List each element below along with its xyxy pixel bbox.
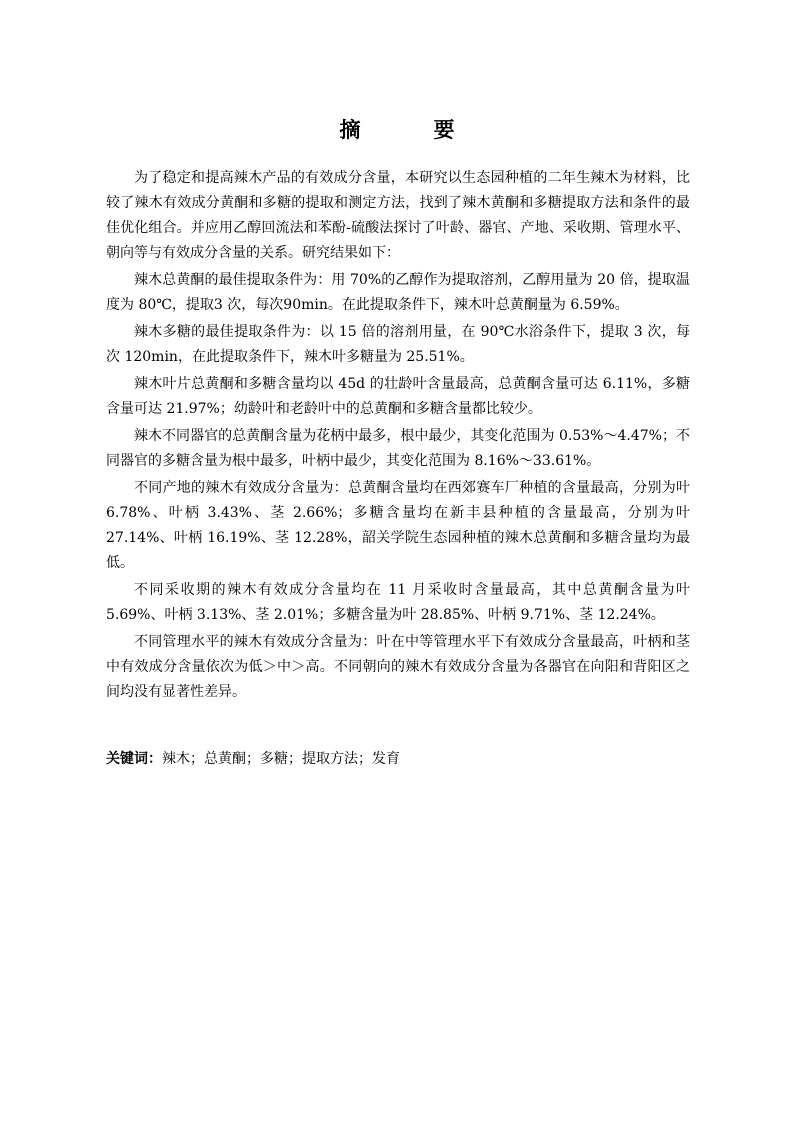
paragraph-harvest-period: 不同采收期的辣木有效成分含量均在 11 月采收时含量最高，其中总黄酮含量为叶 5.69%、叶柄 3.13%、茎 2.01%；多糖含量为叶 28.85%、叶柄 9.71%、茎 12.24%。 [106,582,690,623]
abstract-body [106,166,690,707]
paragraph-flavonoid-extraction: 辣木总黄酮的最佳提取条件为：用 70%的乙醇作为提取溶剂，乙醇用量为 20 倍，提取温度为 80℃，提取3 次，每次90min。在此提取条件下，辣木叶总黄酮量为 6.59%。 [106,272,690,313]
keywords-label: 关键词： [106,751,162,767]
keywords-line [106,748,690,770]
abstract-title: 摘 要 [339,118,481,142]
paragraph-polysaccharide-extraction: 辣木多糖的最佳提取条件为：以 15 倍的溶剂用量，在 90℃水浴条件下，提取 3 次，每次 120min，在此提取条件下，辣木叶多糖量为 25.51%。 [106,324,690,365]
paragraph-organs: 辣木不同器官的总黄酮含量为花柄中最多，根中最少，其变化范围为 0.53%～4.47%；不同器官的多糖含量为根中最多，叶柄中最少，其变化范围为 8.16%～33.61%。 [106,428,690,469]
paragraph-intro: 为了稳定和提高辣木产品的有效成分含量，本研究以生态园种植的二年生辣木为材料，比较了辣木有效成分黄酮和多糖的提取和测定方法，找到了辣木黄酮和多糖提取方法和条件的最佳优化组合。并应用乙醇回流法和苯酚-硫酸法探讨了叶龄、器官、产地、采收期、管理水平、朝向等与有效成分含量的关系。研究结果如下： [106,170,690,261]
paragraph-origin: 不同产地的辣木有效成分含量为：总黄酮含量均在西郊赛车厂种植的含量最高，分别为叶 6.78%、叶柄 3.43%、茎 2.66%；多糖含量均在新丰县种植的含量最高，分别为叶 27.14%、叶柄 16.19%、茎 12.28%，韶关学院生态园种植的辣木总黄酮和多糖含量均为最低。 [106,480,690,571]
paragraph-leaf-age: 辣木叶片总黄酮和多糖含量均以 45d 的壮龄叶含量最高，总黄酮含量可达 6.11%，多糖含量可达 21.97%；幼龄叶和老龄叶中的总黄酮和多糖含量都比较少。 [106,376,690,417]
keywords-list: 辣木；总黄酮；多糖；提取方法；发育 [162,751,400,767]
paragraph-management: 不同管理水平的辣木有效成分含量为：叶在中等管理水平下有效成分含量最高，叶柄和茎中有效成分含量依次为低＞中＞高。不同朝向的辣木有效成分含量为各器官在向阳和背阳区之间均没有显著性差异。 [106,634,690,700]
